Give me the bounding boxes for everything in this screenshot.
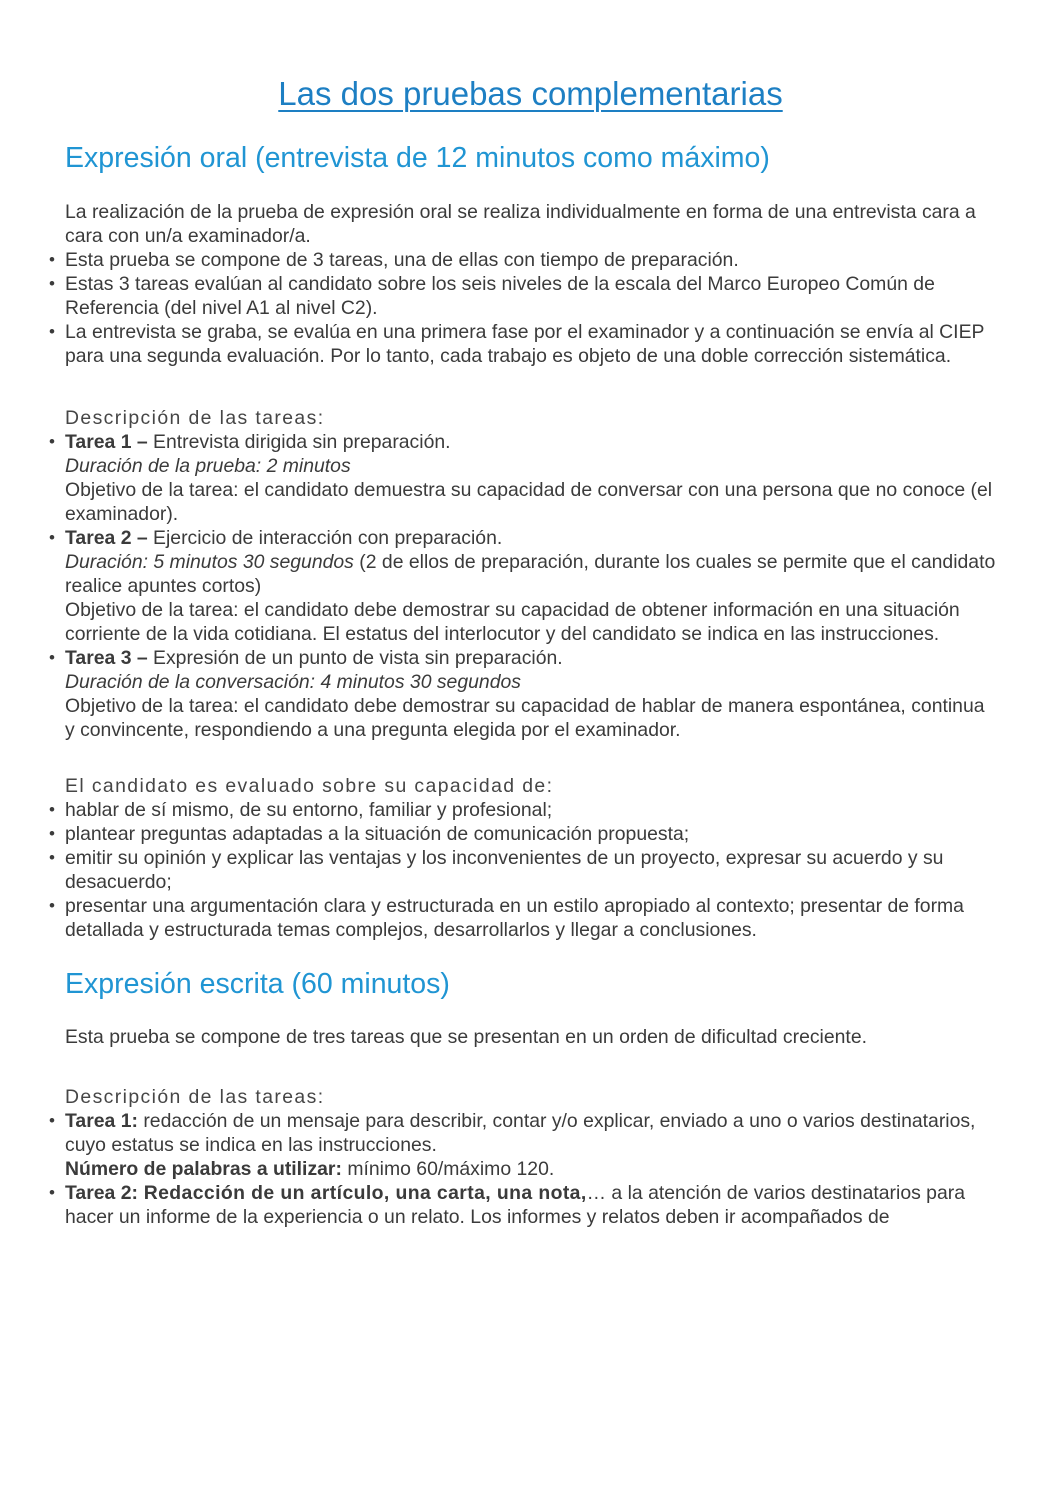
task-word-count-value: mínimo 60/máximo 120. xyxy=(341,1158,555,1180)
task-duration: Duración de la conversación: 4 minutos 30 segundos xyxy=(65,671,521,693)
task-objective: Objetivo de la tarea: el candidato debe demostrar su capacidad de hablar de manera espontánea, continua y convincente, respondiendo a una pregunta elegida por el examinador. xyxy=(65,695,985,741)
task-name: Tarea 1: xyxy=(65,1110,138,1132)
task-name: Tarea 2 – xyxy=(65,527,148,549)
oral-section-heading: Expresión oral (entrevista de 12 minutos como máximo) xyxy=(65,142,770,174)
written-section-heading: Expresión escrita (60 minutos) xyxy=(65,968,450,1000)
task-text: redacción de un mensaje para describir, contar y/o explicar, enviado a uno o varios destinatarios, cuyo estatus se indica en las instrucciones. xyxy=(65,1110,976,1156)
task-objective: Objetivo de la tarea: el candidato debe demostrar su capacidad de obtener información en una situación corriente de la vida cotidiana. El estatus del interlocutor y del candidato se indica en las instrucciones. xyxy=(65,599,960,645)
task-objective: Objetivo de la tarea: el candidato demuestra su capacidad de conversar con una persona que no conoce (el examinador). xyxy=(65,479,993,525)
oral-tasks-description-label: Descripción de las tareas: xyxy=(65,407,325,429)
document-title-text: Las dos pruebas complementarias xyxy=(278,75,783,112)
task-title: Ejercicio de interacción con preparación. xyxy=(147,527,503,549)
written-intro-paragraph: Esta prueba se compone de tres tareas que se presentan en un orden de dificultad creciente. xyxy=(65,1026,867,1048)
oral-tasks-list xyxy=(65,430,996,742)
section-oral-expression xyxy=(65,142,996,942)
task-text: … a la atención de varios destinatarios para hacer un informe de la experiencia o un relato. Los informes y relatos deben ir acompañados de xyxy=(65,1182,965,1228)
list-item: • Estas 3 tareas evalúan al candidato sobre los seis niveles de la escala del Marco Europeo Común de Referencia (del nivel A1 al nivel C2). xyxy=(65,272,996,320)
oral-evaluation-label: El candidato es evaluado sobre su capacidad de: xyxy=(65,775,554,797)
task-item-oral-1 xyxy=(65,430,996,526)
section-written-expression xyxy=(65,968,996,1229)
task-word-count-label: Número de palabras a utilizar: xyxy=(65,1158,342,1180)
task-item-oral-3 xyxy=(65,646,996,742)
written-tasks-list xyxy=(65,1109,996,1229)
oral-intro-paragraph: La realización de la prueba de expresión oral se realiza individualmente en forma de una entrevista cara a cara con un/a examinador/a. xyxy=(65,201,976,247)
task-duration-note: (2 de ellos de preparación, durante los cuales se permite que el candidato realice apuntes cortos) xyxy=(65,551,996,597)
task-duration: Duración: 5 minutos 30 segundos xyxy=(65,551,354,573)
oral-evaluation-list xyxy=(65,798,996,942)
task-item-oral-2 xyxy=(65,526,996,646)
oral-overview-list xyxy=(65,248,996,368)
task-item-written-1 xyxy=(65,1109,996,1181)
task-name: Tarea 2: xyxy=(65,1182,138,1204)
task-item-written-2 xyxy=(65,1181,996,1229)
list-item: • emitir su opinión y explicar las ventajas y los inconvenientes de un proyecto, expresar su acuerdo y su desacuerdo; xyxy=(65,846,996,894)
task-title: Expresión de un punto de vista sin preparación. xyxy=(147,647,563,669)
list-item: • La entrevista se graba, se evalúa en una primera fase por el examinador y a continuación se envía al CIEP para una segunda evaluación. Por lo tanto, cada trabajo es objeto de una doble corrección sistemática. xyxy=(65,320,996,368)
list-item: • Esta prueba se compone de 3 tareas, una de ellas con tiempo de preparación. xyxy=(65,248,996,272)
document-title xyxy=(65,74,996,114)
written-tasks-description-label: Descripción de las tareas: xyxy=(65,1086,325,1108)
task-duration: Duración de la prueba: 2 minutos xyxy=(65,455,351,477)
task-name: Tarea 3 – xyxy=(65,647,148,669)
list-item: • plantear preguntas adaptadas a la situación de comunicación propuesta; xyxy=(65,822,996,846)
list-item: • presentar una argumentación clara y estructurada en un estilo apropiado al contexto; presentar de forma detallada y estructurada temas complejos, desarrollarlos y llegar a conclusiones. xyxy=(65,894,996,942)
task-title: Entrevista dirigida sin preparación. xyxy=(147,431,451,453)
list-item: • hablar de sí mismo, de su entorno, familiar y profesional; xyxy=(65,798,996,822)
task-subtitle: Redacción de un artículo, una carta, una nota, xyxy=(137,1182,587,1204)
task-name: Tarea 1 – xyxy=(65,431,148,453)
